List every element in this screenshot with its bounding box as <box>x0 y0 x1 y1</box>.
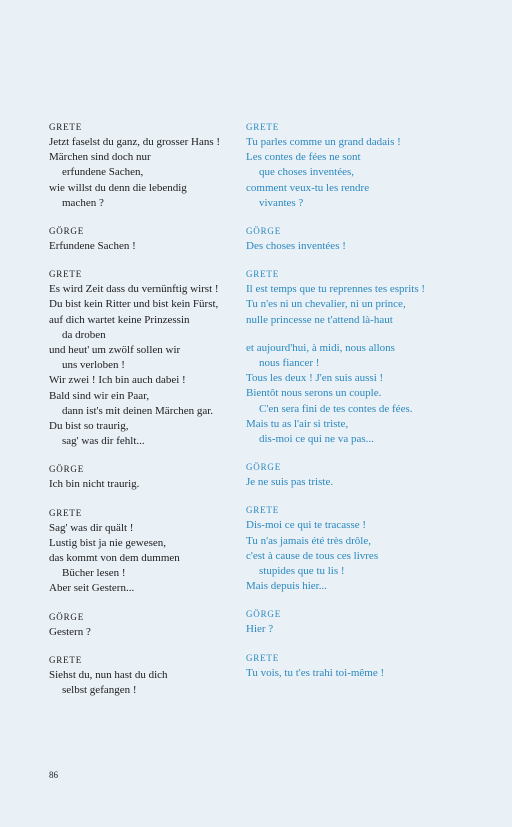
verse-line: Il est temps que tu reprennes tes esprits ! <box>246 283 426 296</box>
dialogue-block <box>49 120 259 211</box>
verse-line: stupides que tu lis ! <box>259 565 345 578</box>
verse-line: nous fiancer ! <box>259 357 320 370</box>
dialogue-block <box>49 224 259 254</box>
verse-line: Sag' was dir quält ! <box>49 521 134 534</box>
speaker-name: GÖRGE <box>49 611 84 622</box>
verse-line: und heut' um zwölf sollen wir <box>49 344 181 357</box>
verse-line: Hier ? <box>246 623 274 636</box>
dialogue-block <box>246 607 486 637</box>
verse-line: Gestern ? <box>49 625 91 638</box>
speaker-name: GRETE <box>49 269 82 280</box>
verse-line: Lustig bist ja nie gewesen, <box>49 536 167 549</box>
verse-line: Dis-moi ce qui te tracasse ! <box>246 519 367 532</box>
dialogue-block <box>49 653 259 698</box>
verse-line: sag' was dir fehlt... <box>62 435 145 448</box>
dialogue-block <box>246 120 486 211</box>
french-column <box>246 120 486 694</box>
verse-line: wie willst du denn die lebendig <box>49 181 187 194</box>
verse-line: Tous les deux ! J'en suis aussi ! <box>246 372 384 385</box>
dialogue-block <box>246 224 486 254</box>
speaker-name: GRETE <box>49 122 82 132</box>
verse-line: selbst gefangen ! <box>62 684 137 697</box>
verse-line: das kommt von dem dummen <box>49 552 180 565</box>
speaker-name: GRETE <box>246 505 279 516</box>
verse-line: erfundene Sachen, <box>62 166 144 179</box>
verse-line: dis-moi ce qui ne va pas... <box>259 433 374 446</box>
speaker-name: GRETE <box>49 654 82 665</box>
dialogue-block <box>49 462 259 492</box>
verse-line: Wir zwei ! Ich bin auch dabei ! <box>49 374 186 387</box>
verse-line: Des choses inventées ! <box>246 240 346 253</box>
verse-line: et aujourd'hui, à midi, nous allons <box>246 341 395 354</box>
verse-line: Es wird Zeit dass du vernünftig wirst ! <box>49 283 219 296</box>
dialogue-block <box>246 460 486 490</box>
verse-line: Jetzt faselst du ganz, du grosser Hans ! <box>49 136 221 148</box>
verse-line: da droben <box>62 328 106 341</box>
verse-line: Erfundene Sachen ! <box>49 240 136 253</box>
verse-line: Ich bin nicht traurig. <box>49 478 140 491</box>
verse-line: Bald sind wir ein Paar, <box>49 389 150 402</box>
verse-line: Bientôt nous serons un couple. <box>246 387 382 400</box>
verse-line: c'est à cause de tous ces livres <box>246 549 379 562</box>
line-gap <box>246 328 486 341</box>
speaker-name: GRETE <box>246 269 279 280</box>
dialogue-block <box>246 503 486 594</box>
verse-line: Tu parles comme un grand dadais ! <box>246 136 401 148</box>
speaker-name: GÖRGE <box>246 462 281 473</box>
speaker-name: GRETE <box>246 652 279 663</box>
speaker-name: GÖRGE <box>49 226 84 237</box>
speaker-name: GRETE <box>246 122 279 132</box>
verse-line: machen ? <box>62 196 104 209</box>
verse-line: Les contes de fées ne sont <box>246 151 361 164</box>
verse-line: uns verloben ! <box>62 359 125 372</box>
verse-line: Tu n'es ni un chevalier, ni un prince, <box>246 298 406 311</box>
speaker-name: GRETE <box>49 507 82 518</box>
dialogue-block <box>246 651 486 681</box>
dialogue-block <box>246 267 486 447</box>
verse-line: Tu n'as jamais été très drôle, <box>246 534 371 547</box>
verse-line: auf dich wartet keine Prinzessin <box>49 313 190 326</box>
verse-line: vivantes ? <box>259 196 304 209</box>
verse-line: Siehst du, nun hast du dich <box>49 668 168 681</box>
verse-line: Bücher lesen ! <box>62 567 126 580</box>
dialogue-block <box>49 610 259 640</box>
verse-line: Mais depuis hier... <box>246 580 327 593</box>
verse-line: comment veux-tu les rendre <box>246 181 370 194</box>
dialogue-block <box>49 506 259 597</box>
verse-line: C'en sera fini de tes contes de fées. <box>259 402 413 415</box>
dialogue-block <box>49 267 259 449</box>
page-number: 86 <box>49 770 58 780</box>
verse-line: Aber seit Gestern... <box>49 582 135 595</box>
verse-line: dann ist's mit deinen Märchen gar. <box>62 404 214 417</box>
verse-line: Mais tu as l'air si triste, <box>246 417 349 430</box>
verse-line: Je ne suis pas triste. <box>246 476 334 489</box>
speaker-name: GÖRGE <box>246 226 281 237</box>
speaker-name: GÖRGE <box>49 464 84 475</box>
verse-line: que choses inventées, <box>259 166 354 179</box>
verse-line: Du bist kein Ritter und bist kein Fürst, <box>49 298 219 311</box>
verse-line: nulle princesse ne t'attend là-haut <box>246 313 393 326</box>
verse-line: Du bist so traurig, <box>49 420 129 433</box>
verse-line: Märchen sind doch nur <box>49 151 151 164</box>
verse-line: Tu vois, tu t'es trahi toi-même ! <box>246 666 385 679</box>
speaker-name: GÖRGE <box>246 609 281 620</box>
german-column <box>49 120 259 711</box>
